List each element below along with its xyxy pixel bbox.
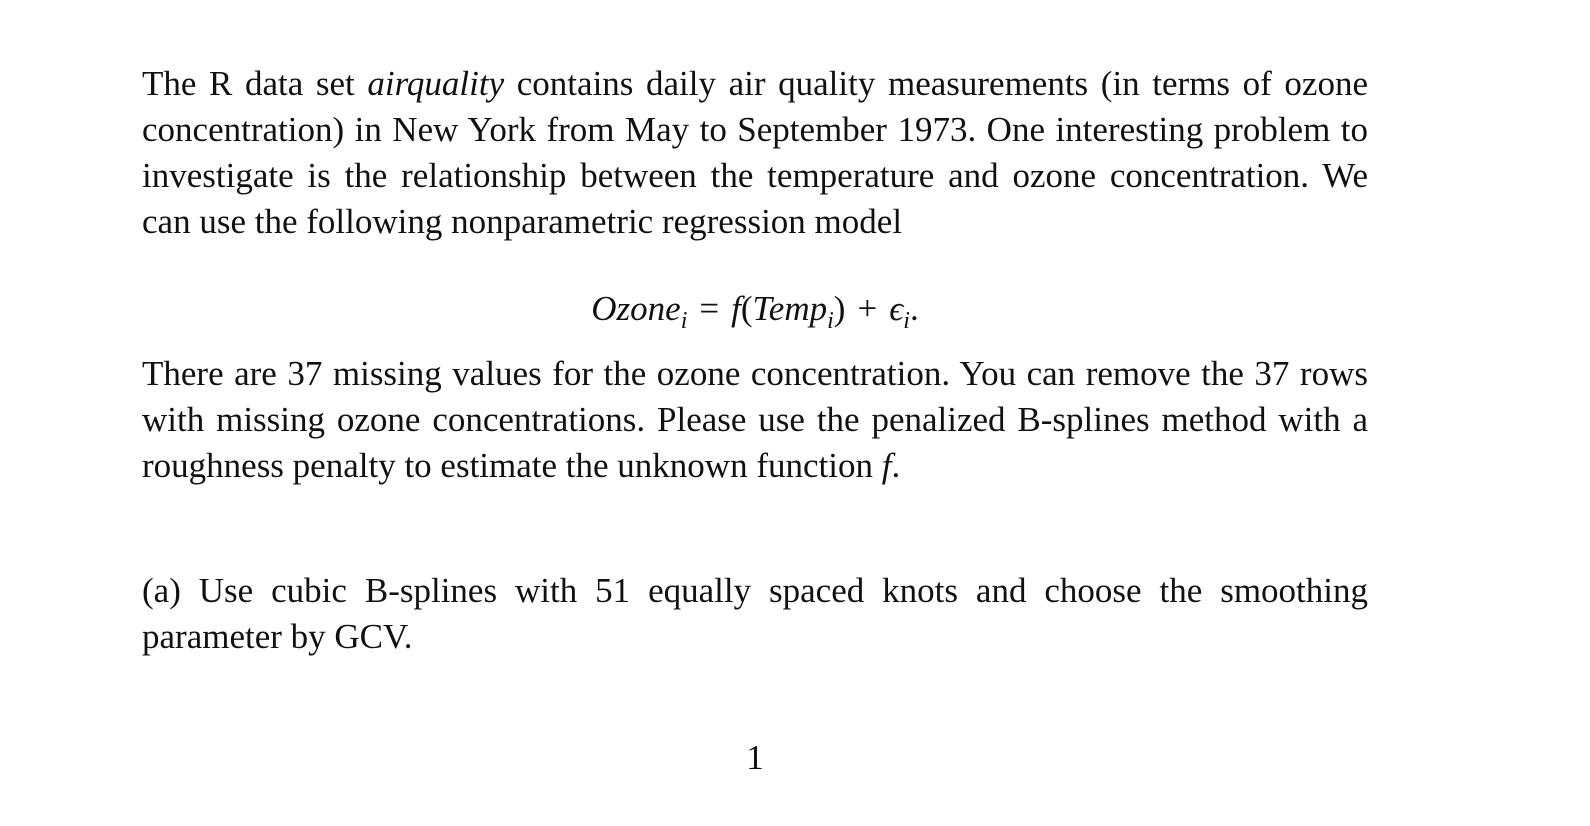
missing-values-end: . bbox=[891, 446, 901, 485]
eq-ozone-subscript: i bbox=[680, 308, 688, 334]
eq-equals: = bbox=[699, 289, 720, 328]
intro-paragraph bbox=[142, 61, 1368, 245]
eq-error-subscript: i bbox=[903, 308, 910, 334]
eq-error: ϵ bbox=[889, 289, 904, 328]
eq-open-paren: ( bbox=[740, 289, 753, 328]
missing-values-paragraph bbox=[142, 351, 1368, 489]
dataset-name: airquality bbox=[367, 64, 505, 103]
question-a-text: (a) Use cubic B-splines with 51 equally spaced knots and choose the smoothing parameter by GCV. bbox=[142, 571, 1368, 656]
regression-equation bbox=[142, 286, 1368, 336]
missing-values-text: There are 37 missing values for the ozone concentration. You can remove the 37 rows with missing ozone concentrations. Please use the penalized B-splines method with a roughness penalty to estimate the unknown function bbox=[142, 354, 1368, 485]
eq-close-paren: ) bbox=[833, 289, 846, 328]
eq-function: f bbox=[731, 289, 741, 328]
intro-text-rest: contains daily air quality measurements (in terms of ozone concentration) in New York from May to September 1973. One interesting problem to investigate is the relationship between the temperature and ozone concentration. We can use the following nonparametric regression model bbox=[142, 64, 1368, 241]
question-a-paragraph bbox=[142, 568, 1368, 660]
function-symbol: f bbox=[881, 446, 892, 485]
eq-temp-subscript: i bbox=[827, 308, 834, 334]
page-number: 1 bbox=[746, 738, 764, 777]
eq-plus: + bbox=[857, 289, 878, 328]
eq-period: . bbox=[909, 289, 919, 328]
eq-temp: Temp bbox=[752, 289, 828, 328]
intro-text-start: The R data set bbox=[142, 64, 368, 103]
eq-ozone: Ozone bbox=[591, 289, 681, 328]
